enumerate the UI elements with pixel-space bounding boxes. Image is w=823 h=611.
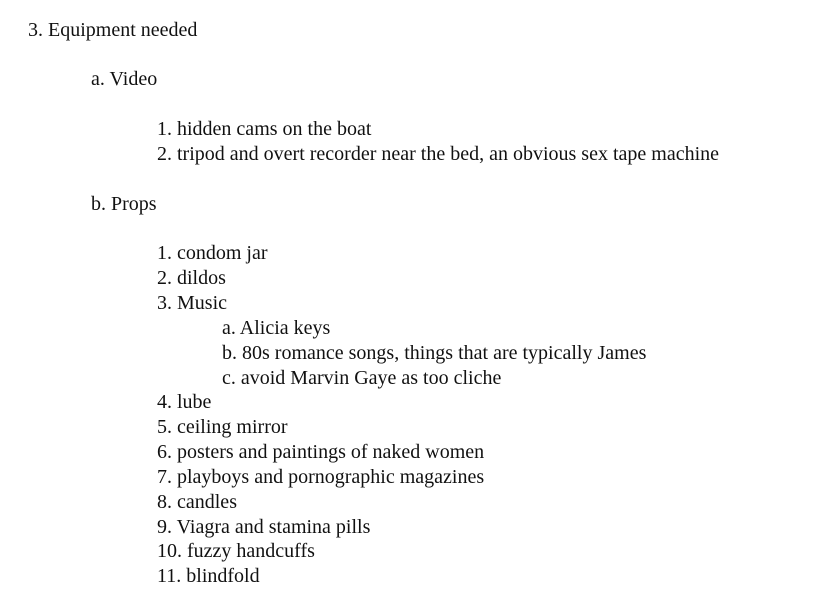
list-item: 3. Music bbox=[157, 292, 227, 314]
list-item: 11. blindfold bbox=[157, 565, 260, 587]
section-heading: 3. Equipment needed bbox=[28, 19, 198, 41]
music-subitem: c. avoid Marvin Gaye as too cliche bbox=[222, 367, 502, 389]
list-item: 10. fuzzy handcuffs bbox=[157, 540, 315, 562]
list-item: 9. Viagra and stamina pills bbox=[157, 516, 371, 538]
list-item: 4. lube bbox=[157, 391, 212, 413]
list-item: 6. posters and paintings of naked women bbox=[157, 441, 485, 463]
music-subitem: b. 80s romance songs, things that are typically James bbox=[222, 342, 647, 364]
music-subitem: a. Alicia keys bbox=[222, 317, 331, 339]
props-heading: b. Props bbox=[91, 193, 157, 215]
list-item: 1. condom jar bbox=[157, 242, 268, 264]
list-item: 2. tripod and overt recorder near the bed, an obvious sex tape machine bbox=[157, 143, 720, 165]
list-item: 7. playboys and pornographic magazines bbox=[157, 466, 485, 488]
list-item: 1. hidden cams on the boat bbox=[157, 118, 372, 140]
video-heading: a. Video bbox=[91, 68, 158, 90]
list-item: 5. ceiling mirror bbox=[157, 416, 288, 438]
list-item: 8. candles bbox=[157, 491, 237, 513]
list-item: 2. dildos bbox=[157, 267, 226, 289]
